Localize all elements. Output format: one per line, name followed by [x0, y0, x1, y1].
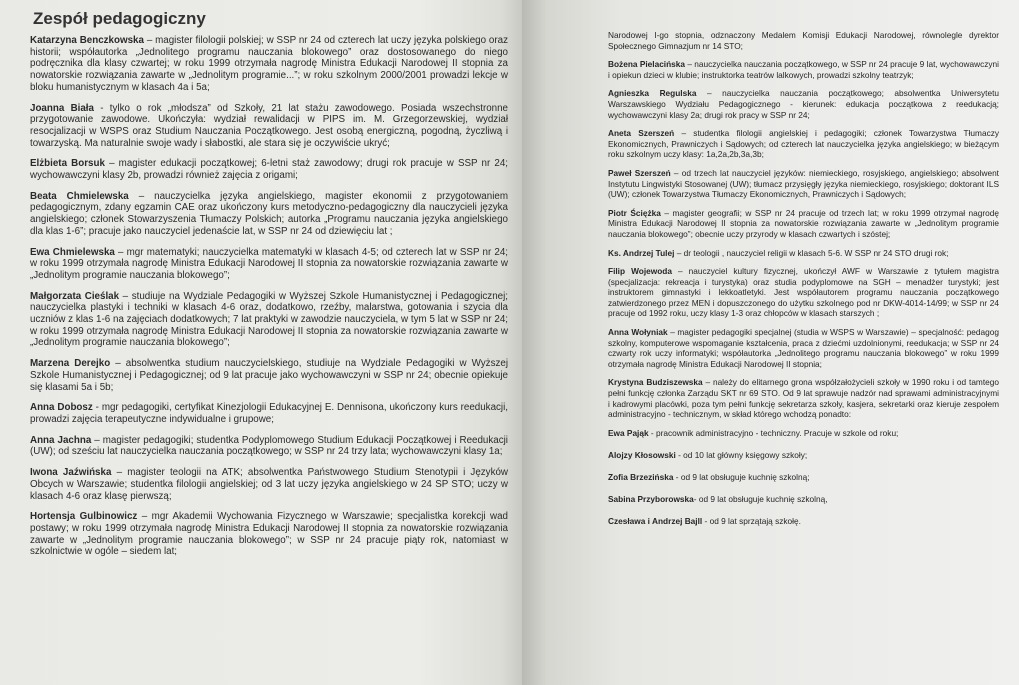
bio-entry [30, 511, 508, 558]
person-name: Filip Wojewoda [608, 266, 672, 277]
bio-entry [608, 128, 999, 160]
person-description: – magister pedagogiki; studentka Podyplomowego Studium Edukacji Początkowej i Reedukacji (UW); od sześciu lat nauczycielka nauczania początkowego; w SSP nr 24 trzy lata; wychowawczyni klasy 1a; [30, 434, 508, 458]
person-description: – mgr matematyki; nauczycielka matematyki w klasach 4-5; od czterech lat w SSP nr 24; w roku 1999 otrzymała nagrodę Ministra Edukacji Narodowej II stopnia za nowatorskie rozwiązania zawarte w „Jednolitym programie nauczania blokowego”; [30, 246, 509, 281]
person-name: Beata Chmielewska [30, 190, 129, 202]
person-description: - od 9 lat obsługuje kuchnię szkolną; [673, 471, 810, 482]
person-description: – od trzech lat nauczyciel języków: niemieckiego, rosyjskiego, angielskiego; absolwent Instytutu Lingwistyki Stosowanej (UW); tłumacz przysięgły języka niemieckiego, rosyjskiego; doktorant ILS (UW); członek Towarzystwa Tłumaczy Ekonomicznych, Prawniczych i Sądowych; [608, 167, 999, 200]
person-name: Paweł Szerszeń [608, 167, 671, 178]
person-name: Joanna Biała [30, 102, 94, 114]
person-name: Elżbieta Borsuk [30, 158, 105, 170]
bio-entry [608, 168, 999, 200]
staff-item [608, 428, 999, 438]
person-name: Piotr Ściężka [608, 207, 661, 218]
bio-entry [608, 266, 999, 319]
person-description: – magister pedagogiki specjalnej (studia w WSPS w Warszawie) – specjalność: pedagog szkolny, komputerowe wspomaganie kształcenia, praca z dziećmi uzdolnionymi, reedukacja; w SSP nr 24 czwarty rok uczy informatyki; współautorka „Jednolitego programu nauczania blokowego” w roku 1999 otrzymała nagrodę Ministra Edukacji Narodowej II stopnia; [608, 327, 999, 369]
person-name: Hortensja Gulbinowicz [30, 511, 138, 523]
person-name: Anna Jachna [30, 434, 92, 446]
person-name: Zofia Brzezińska [608, 471, 674, 482]
person-description: – mgr Akademii Wychowania Fizycznego w Warszawie; specjalistka korekcji wad postawy; w roku 1999 otrzymała nagrodę Ministra Edukacji Narodowej II stopnia za nowatorskie rozwiązania zawarte w „Jednolitym programie nauczania blokowego”; w SSP nr 24 pracuje piąty rok, natomiast w szkolnictwie w ogóle – siedem lat; [30, 511, 508, 558]
person-description: – magister teologii na ATK; absolwentka Państwowego Studium Stenotypii i Języków Obcych w Warszawie; studentka filologii angielskiej; od 3 lat uczy języka angielskiego w 24 SP STO; uczy w klasach 4-6 oraz klasę pierwszą; [30, 467, 508, 502]
person-name: Anna Dobosz [30, 402, 93, 414]
person-description: – magister filologii polskiej; w SSP nr 24 od czterech lat uczy języka polskiego oraz historii; współautorka „Jednolitego programu nauczania blokowego” oraz dostosowanego do niego podręcznika dla klasy czwartej; w roku 1999 otrzymała nagrodę Ministra Edukacji Narodowej II stopnia za nowatorskie rozwiązania zawarte w „Jednolitym programie...”; w roku szkolnym 2000/2001 prowadzi lekcje w bloku humanistycznym w klasach 4a i 5a; [30, 35, 508, 93]
bio-entry [608, 327, 999, 369]
continuation-text: Narodowej I-go stopnia, odznaczony Medalem Komisji Edukacji Narodowej, równolegle dyrektor Społecznego Gimnazjum nr 14 STO; [608, 30, 999, 51]
person-name: Aneta Szerszeń [608, 128, 675, 139]
person-description: – nauczycielka nauczania początkowego, w SSP nr 24 pracuje 9 lat, wychowawczyni i opiekun dzieci w klubie; instruktorka teatrów lalkowych, prowadzi szkolny teatrzyk; [608, 59, 1000, 80]
staff-bio-list [608, 59, 999, 420]
staff-item [608, 516, 999, 526]
person-description: - mgr pedagogiki, certyfikat Kinezjologii Edukacyjnej E. Dennisona, ukończony kurs reedukacji, prowadzi zajęcia terapeutyczne indywidualne i grupowe; [30, 402, 508, 425]
person-description: - od 9 lat obsługuje kuchnię szkolną, [693, 493, 828, 504]
bio-entry [608, 208, 999, 240]
person-description: – nauczycielka nauczania początkowego; absolwentka Uniwersytetu Warszawskiego Wydziału Pedagogicznego - kierunek: edukacja początkowa z reedukacją; wychowawczyni klasy 2a; drugi rok pracy w SSP nr 24; [608, 88, 1000, 120]
bio-entry [30, 435, 508, 458]
bio-entry [608, 59, 999, 80]
person-name: Bożena Pielacińska [608, 59, 686, 70]
person-description: – należy do elitarnego grona współzałożycieli szkoły w 1990 roku i od tamtego pełni funkcję członka Zarządu SKT nr 69 STO. Od 9 lat sprawuje nadzór nad sprawami administracyjnymi i kadrowymi placówki, poza tym pełni funkcję sekretarza szkoły, kasjera, sekretarki oraz kieruje zespołem administracyjno - technicznym, w skład którego wchodzą ponadto: [608, 377, 999, 420]
bio-entry [30, 191, 508, 238]
person-description: – studentka filologii angielskiej i pedagogiki; członek Towarzystwa Tłumaczy Ekonomicznych, Prawniczych i Sądowych; od czterech lat nauczycielka języka angielskiego; w bieżącym roku szkolnym uczy klasy: 1a,2a,2b,3a,3b; [608, 128, 1000, 160]
person-description: – absolwentka studium nauczycielskiego, studiuje na Wydziale Pedagogiki w Wyższej Szkole Humanistycznej i Pedagogicznej; od 9 lat pracuje jako wychowawczyni w SSP nr 24; obecnie opiekuje się klasami 5a i 5b; [30, 358, 508, 393]
staff-item [608, 494, 999, 504]
person-description: – studiuje na Wydziale Pedagogiki w Wyższej Szkole Humanistycznej i Pedagogicznej; nauczycielka plastyki i techniki w klasach 4-6 oraz, dodatkowo, rzeźby, malarstwa, gotowania i szycia dla uczniów z klas 1-6 na zajęciach dodatkowych; 7 lat praktyki w zawodzie nauczyciela, w tym 5 lat w SSP nr 24; w roku 1999 otrzymała nagrodę Ministra Edukacji Narodowej II stopnia za nowatorskie rozwiązania zawarte w „Jednolitym programie nauczania blokowego”; [30, 290, 508, 349]
person-description: - pracownik administracyjno - techniczny. Pracuje w szkole od roku; [648, 427, 899, 438]
bio-entry [30, 158, 508, 181]
bio-entry [608, 377, 999, 419]
person-name: Agnieszka Regulska [608, 88, 697, 99]
person-description: - od 10 lat główny księgowy szkoły; [675, 449, 808, 460]
bio-entry [30, 358, 508, 393]
bio-entry [30, 103, 508, 150]
person-name: Anna Wołyniak [608, 327, 668, 338]
bio-entry [608, 88, 999, 120]
person-name: Marzena Derejko [30, 358, 111, 370]
bio-entry [30, 247, 508, 282]
person-name: Alojzy Kłosowski [608, 449, 676, 460]
person-name: Ks. Andrzej Tulej [608, 247, 675, 258]
bio-entry [30, 467, 508, 502]
bio-entry [30, 402, 508, 425]
person-description: – dr teologii , nauczyciel religii w klasach 5-6. W SSP nr 24 STO drugi rok; [674, 247, 949, 258]
person-name: Ewa Pająk [608, 427, 649, 438]
right-page [522, 0, 1019, 685]
page-title: Zespół pedagogiczny [33, 9, 206, 28]
person-description: – nauczyciel kultury fizycznej, ukończył AWF w Warszawie z tytułem magistra (specjalizacja: rekreacja i turystyka) oraz studia podyplomowe na SGH – menadżer turystyki; jest instruktorem gimnastyki i lekkoatletyki. Jest współautorem programu nauczania początkowego zatwierdzonego przez MEN i dopuszczonego do użytku szkolnego pod nr DKW-4014-14/99; w SSP nr 24 pracuje od 1992 roku, uczy klasy 1-3 oraz chłopców w klasach starszych ; [608, 266, 999, 319]
person-name: Ewa Chmielewska [30, 246, 115, 258]
bio-entry [608, 248, 999, 259]
staff-bio-list [30, 35, 508, 558]
person-description: – magister edukacji początkowej; 6-letni staż zawodowy; drugi rok pracuje w SSP nr 24; wychowawczyni klasy 2b, prowadzi również zajęcia z origami; [30, 158, 508, 182]
person-name: Czesława i Andrzej Bajll [608, 515, 703, 526]
person-name: Iwona Jaźwińska [30, 467, 112, 479]
person-name: Sabina Przyborowska [608, 493, 694, 504]
person-description: - od 9 lat sprzątają szkołę. [702, 515, 801, 526]
bio-entry [30, 35, 508, 94]
bio-entry [30, 291, 508, 350]
person-description: – magister geografii; w SSP nr 24 pracuje od trzech lat; w roku 1999 otrzymał nagrodę Ministra Edukacji Narodowej II stopnia za nowatorskie rozwiązania zawarte w „Jednolitym programie nauczania blokowego”; obecnie uczy przyrody w klasach czwartych i szóstej; [608, 207, 1000, 239]
person-name: Katarzyna Benczkowska [30, 35, 144, 46]
person-description: - tylko o rok „młodsza” od Szkoły, 21 lat stażu zawodowego. Posiada wszechstronne przygotowanie zawodowe. Ukończyła: wydział rewalidacji w PIPS im. M. Grzegorzewskiej, wydział resocjalizacji w WSPS oraz Studium Nauczania Początkowego. Jest osobą energiczną, pogodną, życzliwą i towarzyską. Ma naturalnie swoje wady i słabostki, ale stara się je oczywiście ukryć; [30, 102, 508, 149]
person-description: – nauczycielka języka angielskiego, magister ekonomii z przygotowaniem pedagogicznym, zdany egzamin CAE oraz ukończony kurs metodyczno-pedagogiczny dla nauczycieli języka angielskiego; członek Stowarzyszenia Tłumaczy Polskich; autorka „Programu nauczania języka angielskiego dla klas 1-6”; pracuje jako nauczyciel jedenaście lat, w SSP nr 24 od dziewięciu lat ; [30, 190, 508, 237]
staff-item [608, 450, 999, 460]
person-name: Krystyna Budziszewska [608, 377, 703, 388]
admin-staff-list [608, 428, 999, 526]
staff-item [608, 472, 999, 482]
person-name: Małgorzata Cieślak [30, 290, 120, 302]
